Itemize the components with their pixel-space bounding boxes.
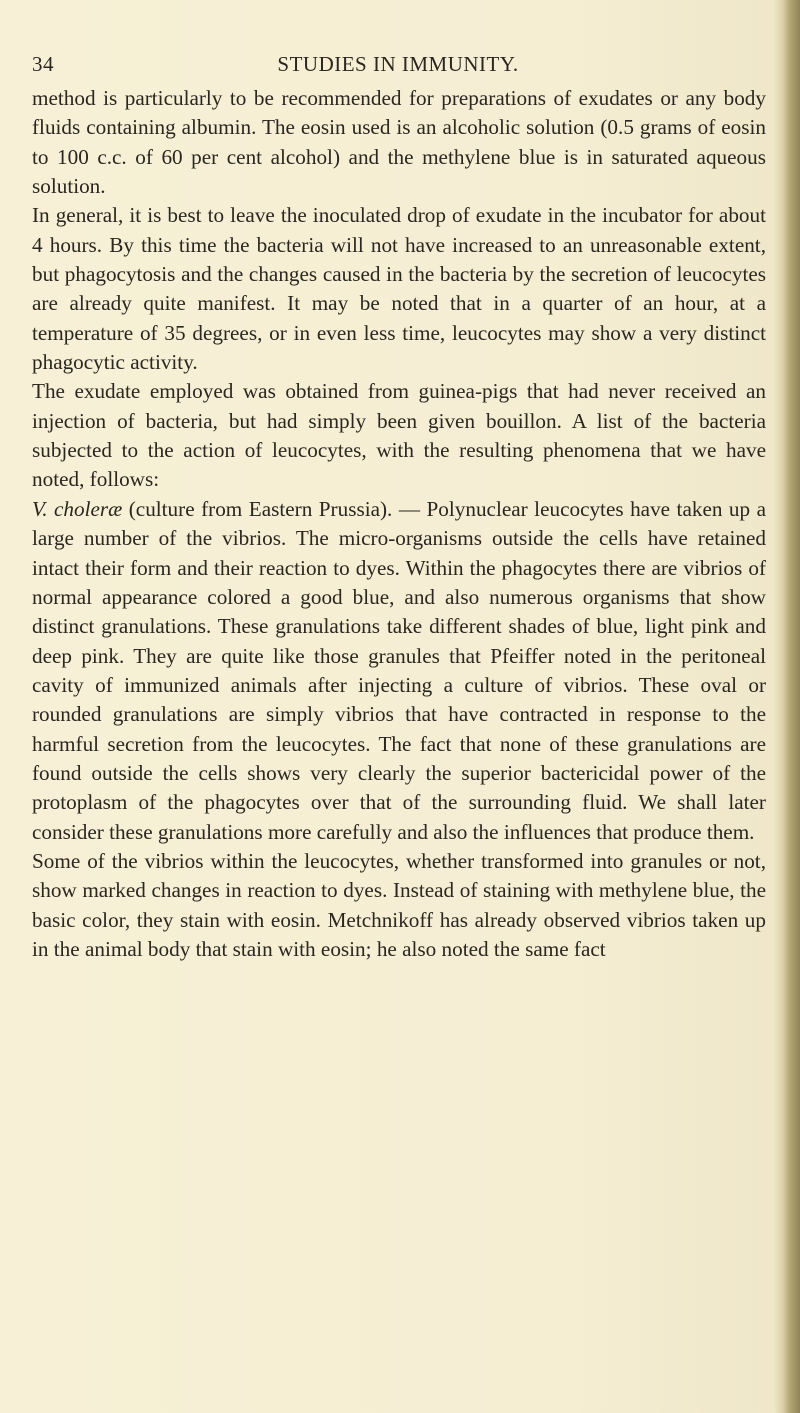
paragraph-1: method is particularly to be recommended for preparations of exudates or any body fluids containing albumin. The eosin used is an alcoholic solution (0.5 grams of eosin to 100 c.c. of 60 per cent alcohol) and the methylene blue is in saturated aqueous solution. (32, 86, 766, 199)
paragraph-3: The exudate employed was obtained from guinea-pigs that had never received an injection of bacteria, but had simply been given bouillon. A list of the bacteria subjected to the action of leucocytes, with the resulting phenomena that we have noted, follows: (32, 379, 766, 492)
paragraph-4-text: (culture from Eastern Prussia). — Polynuclear leucocytes have taken up a large number of the vibrios. The micro-organisms outside the cells have retained intact their form and their reaction to dyes. Within the phagocytes there are vibrios of normal appearance colored a good blue, and also numerous organisms that show distinct granulations. These granulations take different shades of blue, light pink and deep pink. They are quite like those granules that Pfeiffer noted in the peritoneal cavity of immunized animals after injecting a culture of vibrios. These oval or rounded granulations are simply vibrios that have contracted in response to the harmful secretion from the leucocytes. The fact that none of these granulations are found outside the cells shows very clearly the superior bactericidal power of the protoplasm of the phagocytes over that of the surrounding fluid. We shall later consider these granulations more carefully and also the influences that produce them. (32, 496, 766, 844)
body-text (32, 84, 766, 964)
page-number: 34 (32, 52, 54, 76)
paragraph-2: In general, it is best to leave the inoculated drop of exudate in the incubator for about 4 hours. By this time the bacteria will not have increased to an unreasonable extent, but phagocytosis and the changes caused in the bacteria by the secretion of leucocytes are already quite manifest. It may be noted that in a quarter of an hour, at a temperature of 35 degrees, or in even less time, leucocytes may show a very distinct phagocytic activity. (32, 203, 766, 375)
paragraph-4 (32, 495, 766, 847)
page-edge-shadow (774, 0, 800, 1413)
page-header (32, 52, 764, 82)
species-name: V. choleræ (32, 496, 123, 521)
running-title: STUDIES IN IMMUNITY. (277, 52, 519, 76)
paragraph-5: Some of the vibrios within the leucocytes, whether transformed into granules or not, show marked changes in reaction to dyes. Instead of staining with methylene blue, the basic color, they stain with eosin. Metchnikoff has already observed vibrios taken up in the animal body that stain with eosin; he also noted the same fact (32, 848, 766, 961)
